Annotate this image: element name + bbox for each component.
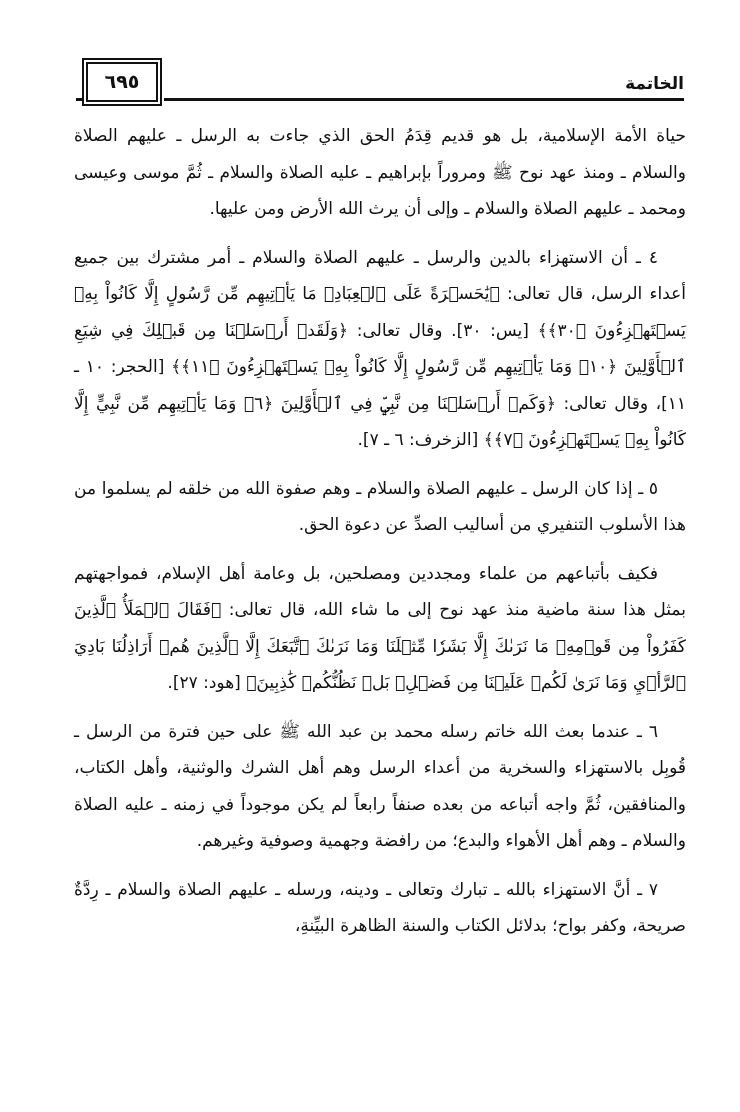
chapter-title: الخاتمة [625,74,684,94]
paragraph-point-7: ٧ ـ أنَّ الاستهزاء بالله ـ تبارك وتعالى ـ ودينه، ورسله ـ عليهم الصلاة والسلام ـ رِدَّةٌ صريحة، وكفر بواح؛ بدلائل الكتاب والسنة الظاهرة البيِّنةِ، [74,879,686,936]
paragraph-point-5: ٥ ـ إذا كان الرسل ـ عليهم الصلاة والسلام ـ وهم صفوة الله من خلقه لم يسلموا من هذا الأسلوب التنفيري من أساليب الصدِّ عن دعوة الحق. [74,478,686,535]
page-number: ٦٩٥ [86,62,158,102]
paragraph-point-6: ٦ ـ عندما بعث الله خاتم رسله محمد بن عبد الله ﷺ على حين فترة من الرسل ـ قُوبِل بالاستهزاء والسخرية من أعداء الرسل وهم أهل الشرك والوثنية، وأهل الكتاب، والمنافقين، ثُمَّ واجه أتباعه من بعده صنفاً رابعاً لم يكن موجوداً في زمنه ـ عليه الصلاة والسلام ـ وهم أهل الأهواء والبدع؛ من رافضة وجهمية وصوفية وغيرهم. [74,721,686,851]
paragraph-followers: فكيف بأتباعهم من علماء ومجددين ومصلحين، بل وعامة أهل الإسلام، فمواجهتهم بمثل هذا سنة ماضية منذ عهد نوح إلى ما شاء الله، قال تعالى: ﴿فَقَالَ ٱلۡمَلَأُ ٱلَّذِينَ كَفَرُواْ مِن قَوۡمِهِۦ مَا نَرَىٰكَ إِلَّا بَشَرٗا مِّثۡلَنَا وَمَا نَرَىٰكَ ٱتَّبَعَكَ إِلَّا ٱلَّذِينَ هُمۡ أَرَاذِلُنَا بَادِيَ ٱلرَّأۡيِ وَمَا نَرَىٰ لَكُمۡ عَلَيۡنَا مِن فَضۡلِۭ بَلۡ نَظُنُّكُمۡ كَٰذِبِينَ﴾ [هود: ٢٧]. [74,563,686,693]
header-rule-right [164,98,684,101]
paragraph-continuation: حياة الأمة الإسلامية، بل هو قديم قِدَمُ الحق الذي جاءت به الرسل ـ عليهم الصلاة والسلام ـ ومنذ عهد نوح ﷺ ومروراً بإبراهيم ـ عليه الصلاة والسلام ـ ثُمَّ موسى وعيسى ومحمد ـ عليهم الصلاة والسلام ـ وإلى أن يرث الله الأرض ومن عليها. [74,126,686,219]
page-header [76,60,684,110]
paragraph-point-4: ٤ ـ أن الاستهزاء بالدين والرسل ـ عليهم الصلاة والسلام ـ أمر مشترك بين جميع أعداء الرسل، قال تعالى: ﴿يَٰحَسۡرَةً عَلَى ٱلۡعِبَادِۚ مَا يَأۡتِيهِم مِّن رَّسُولٍ إِلَّا كَانُواْ بِهِۦ يَسۡتَهۡزِءُونَ ﴿٣٠﴾﴾ [يس: ٣٠]. وقال تعالى: ﴿وَلَقَدۡ أَرۡسَلۡنَا مِن قَبۡلِكَ فِي شِيَعِ ٱلۡأَوَّلِينَ ﴿١٠﴾ وَمَا يَأۡتِيهِم مِّن رَّسُولٍ إِلَّا كَانُواْ بِهِۦ يَسۡتَهۡزِءُونَ ﴿١١﴾﴾ [الحجر: ١٠ ـ ١١]، وقال تعالى: ﴿وَكَمۡ أَرۡسَلۡنَا مِن نَّبِيّٖ فِي ٱلۡأَوَّلِينَ ﴿٦﴾ وَمَا يَأۡتِيهِم مِّن نَّبِيٍّ إِلَّا كَانُواْ بِهِۦ يَسۡتَهۡزِءُونَ ﴿٧﴾﴾ [الزخرف: ٦ ـ ٧]. [74,247,686,450]
header-rule-left [76,98,84,101]
page-body [74,118,686,957]
